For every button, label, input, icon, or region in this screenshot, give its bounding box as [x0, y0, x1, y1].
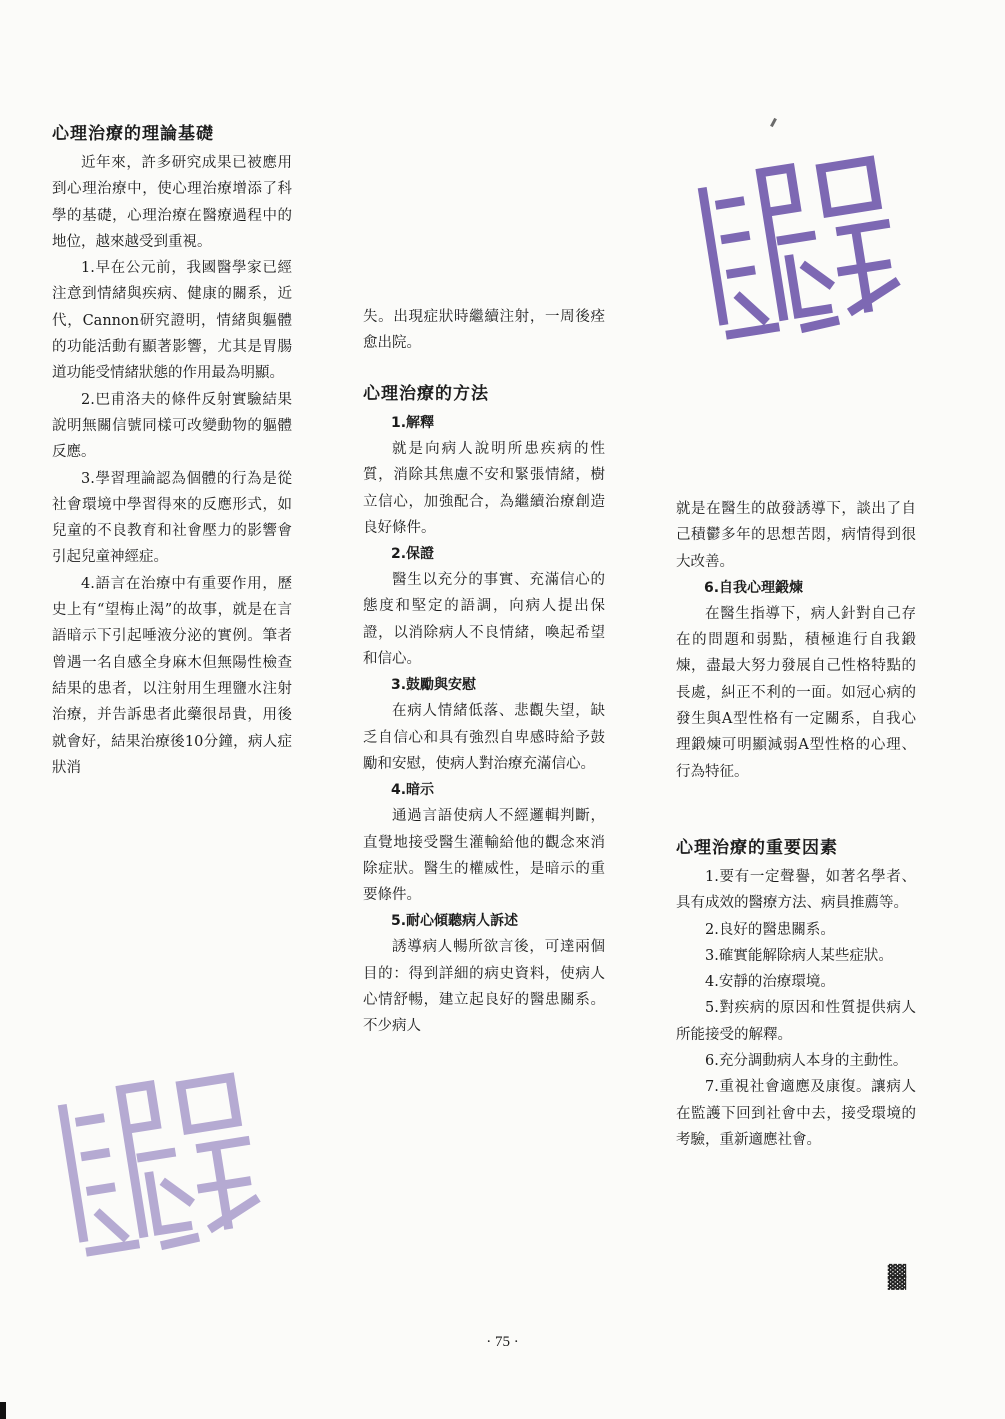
seal-stamp-bottom — [38, 1050, 275, 1271]
method-heading-3: 3.鼓勵與安慰 — [391, 677, 477, 694]
end-mark-icon: ▓▓ ▓▓ — [887, 1264, 907, 1290]
intro-paragraph: 近年來，許多研究成果已被應用到心理治療中，使心理治療增添了科學的基礎，心理治療在醫療過程中的地位，越來越受到重視。 — [52, 155, 292, 250]
factor-item-3: 3.確實能解除病人某些症狀。 — [705, 947, 893, 964]
method-text-1: 就是向病人說明所患疾病的性質，消除其焦慮不安和緊張情緒，樹立信心，加強配合，為繼續治療創造良好條件。 — [363, 441, 605, 536]
column-left — [52, 120, 292, 781]
section-title-theory: 心理治療的理論基礎 — [52, 124, 214, 144]
factor-item-6: 6.充分調動病人本身的主動性。 — [705, 1053, 908, 1070]
scan-speck — [770, 118, 777, 127]
method-heading-1: 1.解釋 — [391, 415, 435, 431]
column-right-top — [676, 496, 916, 785]
factor-item-1: 1.要有一定聲譽，如著名學者、具有成效的醫療方法、病員推薦等。 — [676, 869, 916, 912]
seal-stamp-top — [678, 133, 915, 354]
method-text-5-continued: 就是在醫生的啟發誘導下，談出了自己積鬱多年的思想苦悶，病情得到很大改善。 — [676, 501, 916, 570]
factor-item-2: 2.良好的醫患關系。 — [705, 921, 835, 938]
factor-item-7: 7.重視社會適應及康復。讓病人在監護下回到社會中去，接受環境的考驗，重新適應社會。 — [676, 1079, 916, 1148]
theory-item-4-continued: 失。出現症狀時繼續注射，一周後痊愈出院。 — [363, 309, 605, 352]
theory-item-1: 1.早在公元前，我國醫學家已經注意到情緒與疾病、健康的關系，近代，Cannon研究證明，情緒與軀體的功能活動有顯著影響，尤其是胃腸道功能受情緒狀態的作用最為明顯。 — [52, 260, 292, 382]
theory-item-2: 2.巴甫洛夫的條件反射實驗結果說明無關信號同樣可改變動物的軀體反應。 — [52, 391, 292, 461]
method-heading-4: 4.暗示 — [391, 782, 435, 799]
method-text-4: 通過言語使病人不經邏輯判斷，直覺地接受醫生灌輸給他的觀念來消除症狀。醫生的權威性，是暗示的重要條件。 — [363, 808, 605, 904]
method-text-5: 誘導病人暢所欲言後，可達兩個目的：得到詳細的病史資料，使病人心情舒暢，建立起良好的醫患關系。不少病人 — [363, 939, 605, 1035]
page-number: · 75 · — [486, 1334, 519, 1350]
factor-item-5: 5.對疾病的原因和性質提供病人所能接受的解釋。 — [676, 1000, 916, 1043]
method-heading-2: 2.保證 — [391, 546, 435, 563]
column-middle — [363, 380, 605, 1040]
theory-item-3: 3.學習理論認為個體的行為是從社會環境中學習得來的反應形式，如兒童的不良教育和社會壓力的影響會引起兒童神經症。 — [52, 470, 292, 566]
method-text-2: 醫生以充分的事實、充滿信心的態度和堅定的語調，向病人提出保證，以消除病人不良情緒，喚起希望和信心。 — [363, 572, 605, 668]
method-heading-5: 5.耐心傾聽病人訴述 — [391, 913, 519, 930]
column-middle-top — [363, 304, 605, 357]
method-text-6: 在醫生指導下，病人針對自己存在的問題和弱點，積極進行自我鍛煉，盡最大努力發展自己性格特點的長處，糾正不利的一面。如冠心病的發生與A型性格有一定關系，自我心理鍛煉可明顯減弱A型性格的心理、行為特征。 — [676, 605, 916, 780]
method-text-3: 在病人情緒低落、悲觀失望，缺乏自信心和具有強烈自卑感時給予鼓勵和安慰，使病人對治療充滿信心。 — [363, 703, 605, 772]
scan-edge — [0, 1402, 6, 1419]
theory-item-4: 4.語言在治療中有重要作用，歷史上有“望梅止渴”的故事，就是在言語暗示下引起唾液分泌的實例。筆者曾遇一名自感全身麻木但無陽性檢查結果的患者，以注射用生理鹽水注射治療，并告訴患者此藥很昂貴，用後就會好，結果治療後10分鐘，病人症狀消 — [52, 575, 292, 776]
column-right — [676, 834, 916, 1153]
factor-item-4: 4.安靜的治療環境。 — [705, 974, 835, 991]
method-heading-6: 6.自我心理鍛煉 — [704, 579, 804, 596]
section-title-factors: 心理治療的重要因素 — [676, 838, 838, 858]
section-title-methods: 心理治療的方法 — [363, 384, 489, 404]
